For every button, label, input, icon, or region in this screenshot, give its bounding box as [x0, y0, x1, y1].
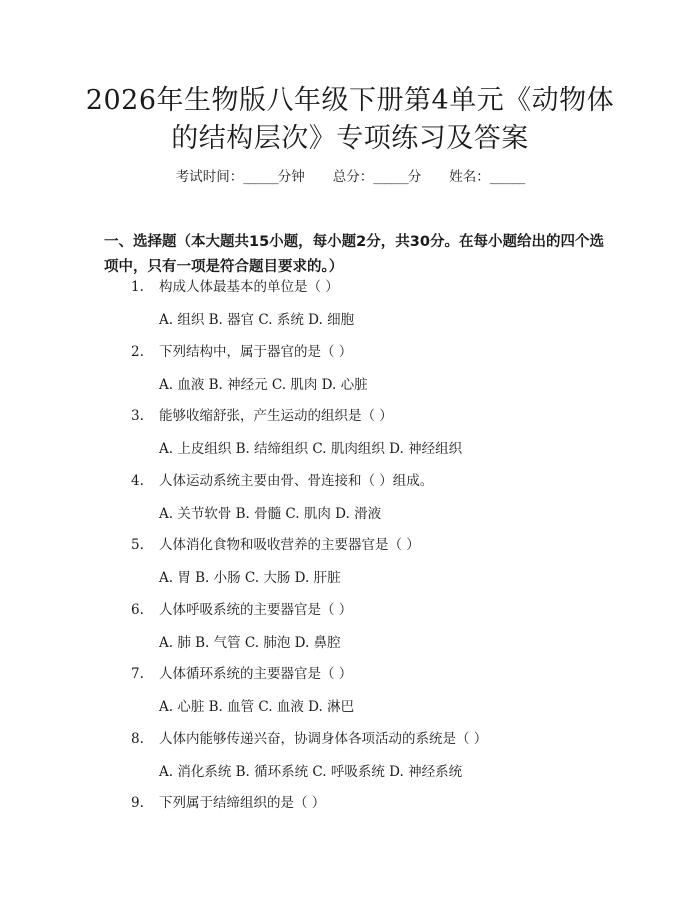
total-score-unit: 分 — [407, 169, 422, 185]
question-number: 7. — [131, 666, 144, 682]
question-item — [0, 663, 700, 728]
total-score-label: 总分： — [332, 169, 374, 185]
question-options: A. 胃 B. 小肠 C. 大肠 D. 肝脏 — [159, 570, 341, 586]
question-text: 能够收缩舒张，产生运动的组织是（ ） — [159, 408, 393, 424]
question-line — [131, 728, 487, 750]
question-options: A. 消化系统 B. 循环系统 C. 呼吸系统 D. 神经系统 — [159, 763, 463, 780]
question-text: 人体消化食物和吸收营养的主要器官是（ ） — [159, 537, 420, 553]
question-number: 5. — [131, 537, 144, 553]
question-number: 1. — [131, 279, 144, 295]
exam-time-label: 考试时间： — [175, 169, 244, 185]
question-number: 6. — [131, 601, 144, 618]
question-options: A. 组织 B. 器官 C. 系统 D. 细胞 — [159, 312, 355, 328]
question-text: 人体内能够传递兴奋，协调身体各项活动的系统是（ ） — [159, 730, 488, 747]
question-text: 人体呼吸系统的主要器官是（ ） — [159, 601, 353, 618]
question-number: 4. — [131, 472, 144, 489]
question-line — [131, 792, 325, 814]
question-line — [131, 276, 339, 298]
question-text: 下列属于结缔组织的是（ ） — [159, 795, 326, 811]
title-line-2: 的结构层次》专项练习及答案 — [171, 123, 529, 154]
question-line — [131, 599, 352, 621]
exam-time-blank: ______ — [243, 169, 278, 185]
name-label: 姓名： — [449, 169, 490, 185]
question-options: A. 血液 B. 神经元 C. 肌肉 D. 心脏 — [159, 376, 368, 393]
question-text: 下列结构中，属于器官的是（ ） — [159, 343, 353, 360]
document-title — [60, 82, 640, 158]
question-text: 人体运动系统主要由骨、骨连接和（ ）组成。 — [159, 472, 434, 489]
question-number: 3. — [131, 408, 144, 424]
question-line — [131, 470, 433, 492]
question-item — [0, 470, 700, 535]
question-item — [0, 405, 700, 470]
question-line — [131, 341, 352, 363]
section-heading: 一、选择题（本大题共15小题，每小题2分，共30分。在每小题给出的四个选项中，只有一项是符合题目要求的。） — [104, 234, 604, 275]
question-item — [0, 792, 700, 857]
total-score-blank: ______ — [373, 169, 408, 185]
question-text: 人体循环系统的主要器官是（ ） — [159, 666, 353, 682]
question-options: A. 心脏 B. 血管 C. 血液 D. 淋巴 — [159, 699, 355, 715]
question-list — [0, 276, 700, 857]
question-text: 构成人体最基本的单位是（ ） — [159, 279, 339, 295]
question-number: 9. — [131, 795, 144, 811]
exam-time-unit: 分钟 — [277, 169, 305, 185]
question-line — [131, 534, 420, 556]
question-item — [0, 276, 700, 341]
question-number: 8. — [131, 730, 144, 747]
question-line — [131, 405, 393, 427]
question-line — [131, 663, 352, 685]
question-item — [0, 599, 700, 664]
question-options: A. 肺 B. 气管 C. 肺泡 D. 鼻腔 — [159, 634, 341, 651]
exam-info-line — [0, 167, 700, 187]
title-line-1: 2026年生物版八年级下册第4单元《动物体 — [85, 85, 615, 116]
question-item — [0, 728, 700, 793]
question-options: A. 上皮组织 B. 结缔组织 C. 肌肉组织 D. 神经组织 — [159, 441, 463, 457]
name-blank: ______ — [489, 169, 525, 185]
question-options: A. 关节软骨 B. 骨髓 C. 肌肉 D. 滑液 — [159, 505, 382, 522]
question-number: 2. — [131, 343, 144, 360]
question-item — [0, 341, 700, 406]
question-item — [0, 534, 700, 599]
